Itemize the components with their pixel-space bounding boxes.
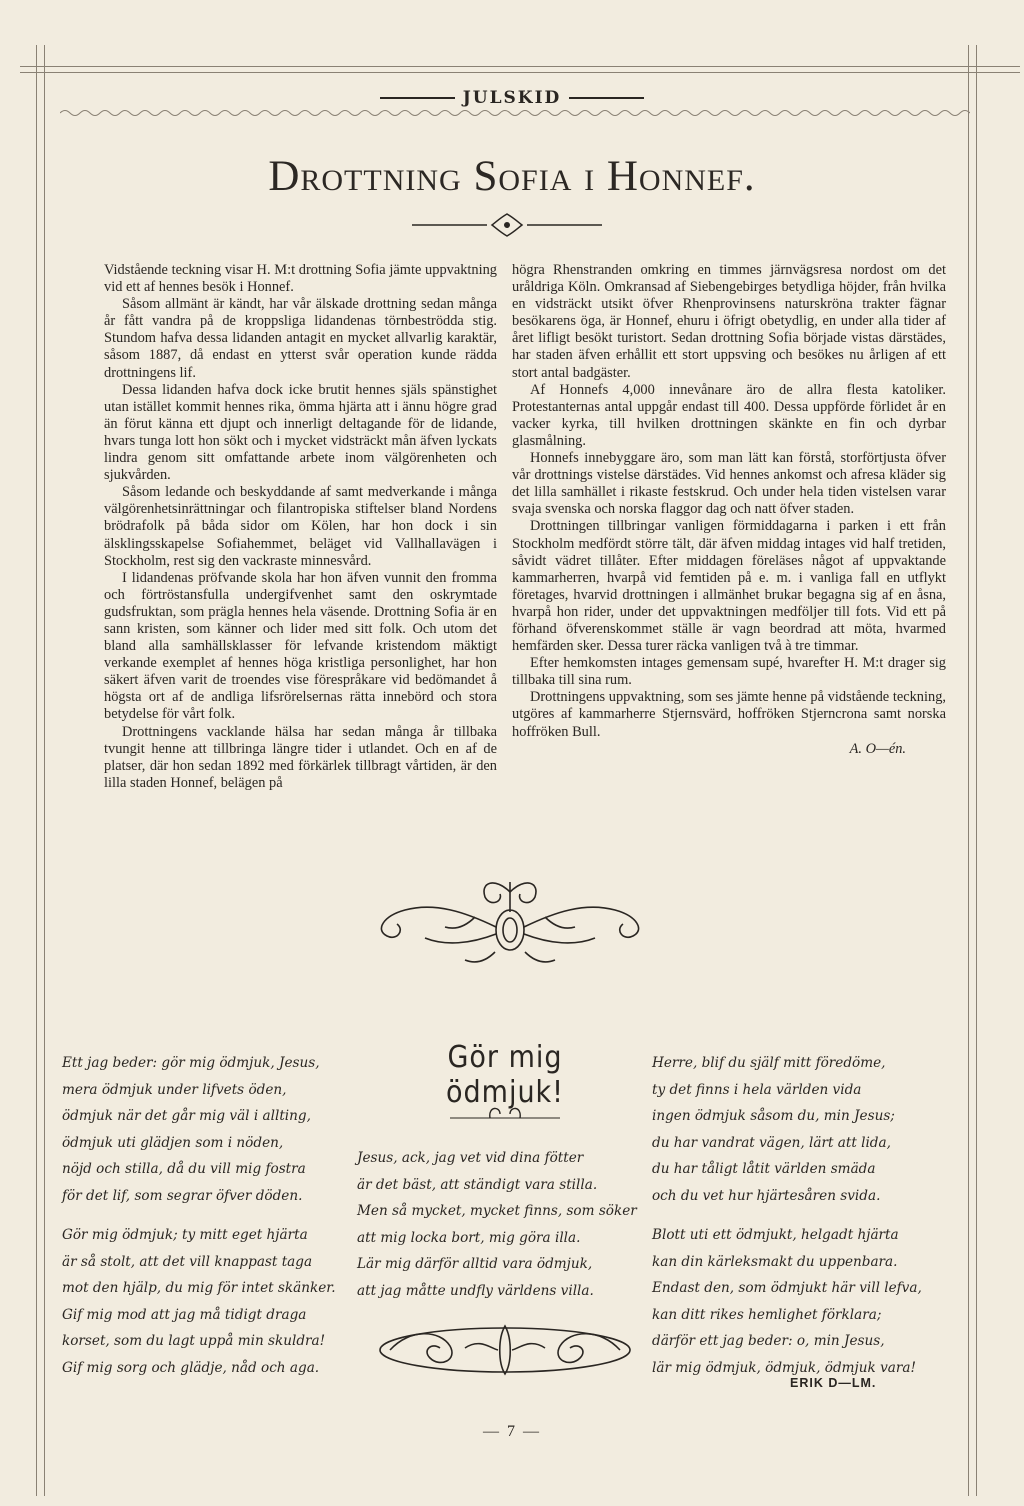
poem-line: ödmjuk när det går mig väl i allting, (62, 1108, 311, 1124)
paragraph: Vidstående teckning visar H. M:t drottning Sofia jämte uppvaktning vid ett af hennes besök i Honnef. (104, 262, 497, 296)
poem-line: kan din kärleksmakt du uppenbara. (652, 1253, 898, 1270)
paragraph: Drottningens uppvaktning, som ses jämte henne på vidstående teckning, utgöres af kammarherre Stjernsvärd, hoffröken Stjerncrona samt norska hoffröken Bull. (512, 689, 946, 740)
poem-line: för det lif, som segrar öfver döden. (62, 1187, 303, 1204)
poem-line: är så stolt, att det vill knappast taga (62, 1253, 313, 1270)
poem-line: Gif mig sorg och glädje, nåd och aga. (62, 1359, 320, 1376)
poem-right-column (652, 1050, 922, 1394)
poem-line: mera ödmjuk under lifvets öden, (62, 1081, 287, 1098)
poem-line: kan ditt rikes hemlighet förklara; (652, 1306, 882, 1323)
masthead-title: JULSKID (462, 88, 562, 108)
poem-stanza (652, 1050, 922, 1209)
poem-line: Herre, blif du själf mitt föredöme, (652, 1055, 886, 1071)
poem-line: Gör mig ödmjuk; ty mitt eget hjärta (62, 1227, 308, 1243)
paragraph: Dessa lidanden hafva dock icke brutit hennes själs spänstighet utan istället kommit hennes rika, ömma hjärta att i ännu högre grad än förut känna ett djupt och innerligt deltagande för de lidande, hvars tunga lott hon sökt och i mycket vidsträckt mån äfven lyckats lindra genom sitt omfattande arbete inom välgörenheten och sjukvården. (104, 381, 497, 484)
scroll-ornament (365, 872, 655, 972)
poem-line: att mig locka bort, mig göra illa. (357, 1229, 581, 1246)
poem-line: ty det finns i hela världen vida (652, 1081, 862, 1098)
paragraph: Såsom allmänt är kändt, har vår älskade drottning sedan många år fått vandra på de kroppsliga lidandenas törnbeströdda stig. Stundom hafva dessa lidanden antagit en mycket allvarlig karaktär, såsom 1887, då endast en ytterst svår operation kunde rädda drottningens lif. (104, 296, 497, 381)
poem-stanza (652, 1222, 922, 1381)
poem-line: Ett jag beder: gör mig ödmjuk, Jesus, (62, 1055, 320, 1071)
frame-line-left (36, 45, 37, 1496)
article-title: Drottning Sofia i Honnef. (268, 153, 756, 200)
paragraph: Af Honnefs 4,000 innevånare äro de allra flesta katoliker. Protestanternas antal uppgår endast till 400. Dessa uppförde förlidet år en vacker kyrka, till hvilken drottningen skänkte en fin och dyrbar glasmålning. (512, 381, 946, 449)
paragraph: Såsom ledande och beskyddande af samt medverkande i många välgörenhetsinrättningar och filantropiska stiftelser bland Nordens brödrafolk på båda sidor om Kölen, har hon dock i sin älsklingsskapelse Sofiahemmet, beläget vid Vallhallavägen i Stockholm, rest sig den vackraste minnesvård. (104, 484, 497, 569)
poem-line: lär mig ödmjuk, ödmjuk, ödmjuk vara! (652, 1359, 916, 1376)
frame-line-right (968, 45, 969, 1496)
poem-line: mot den hjälp, du mig för intet skänker. (62, 1280, 336, 1296)
frame-line-top (20, 66, 1020, 67)
poem-line: Endast den, som ödmjukt här vill lefva, (652, 1280, 922, 1296)
poem-left-column (62, 1050, 336, 1394)
frame-line-right-inner (976, 45, 977, 1496)
poem-line: du har tåligt låtit världen smäda (652, 1161, 876, 1177)
poem-middle-column (357, 1145, 637, 1304)
poem-stanza (62, 1222, 336, 1381)
frame-line-top-2 (20, 72, 1020, 73)
poem-author: ERIK D—LM. (790, 1376, 877, 1390)
paragraph: högra Rhenstranden omkring en timmes järnvägsresa nordost om det uråldriga Köln. Omkransad af Siebengebirges betydliga höjder, från hvilka en vidsträckt utsikt öfver Rhenprovinsens naturskröna trakter fägnar besökarens öga, är Honnef, ehuru i öfrigt obetydlig, en under alla tider af året lifligt besökt turistort. Sedan drottning Sofia började vistas därstädes, har staden äfven erhållit ett stort uppsving och besökes nu årligen af ett stort antal badgäster. (512, 262, 946, 381)
article-signature: A. O—én. (849, 740, 906, 757)
article-right-column (512, 262, 946, 758)
frame-line-left-inner (44, 45, 45, 1496)
paragraph: Efter hemkomsten intages gemensam supé, hvarefter H. M:t drager sig tillbaka till sina rum. (512, 655, 946, 689)
poem-line: Lär mig därför alltid vara ödmjuk, (357, 1256, 593, 1272)
wavy-rule (60, 108, 970, 118)
poem-line: ingen ödmjuk såsom du, min Jesus; (652, 1108, 895, 1124)
fleuron-ornament (412, 210, 602, 240)
poem-line: därför ett jag beder: o, min Jesus, (652, 1333, 885, 1349)
poem-line: är det bäst, att ständigt vara stilla. (357, 1176, 598, 1193)
flourish-ornament (370, 1318, 640, 1378)
poem-line: Blott uti ett ödmjukt, helgadt hjärta (652, 1227, 899, 1243)
poem-line: Men så mycket, mycket finns, som söker (357, 1203, 637, 1219)
poem-line: och du vet hur hjärtesåren svida. (652, 1187, 881, 1204)
poem-line: korset, som du lagt uppå min skuldra! (62, 1333, 326, 1349)
paragraph: Drottningens vacklande hälsa har sedan många år tillbaka tvungit henne att tillbringa längre tider i utlandet. Och en af de platser, där hon sedan 1892 med förkärlek tillbragt vårtiden, är den lilla staden Honnef, belägen på (104, 723, 497, 791)
poem-line: Jesus, ack, jag vet vid dina fötter (357, 1150, 584, 1166)
poem-line: du har vandrat vägen, lärt att lida, (652, 1134, 891, 1151)
paragraph: I lidandenas pröfvande skola har hon äfven vunnit den fromma och förtröstansfulla undergifvenhet samt den oskrymtade gudsfruktan, som prägla hennes hela väsende. Drottning Sofia är en sann kristen, som känner och lider med sitt folk. Och utom det bland alla samhällsklasser för lefvande kristendom mäktigt verkande exemplet af hennes höga kristliga personlighet, har hon säkert äfven varit de troendes vise förespråkare vid bedömandet å högsta ort af de andliga lifsrörelsernas rätta innebörd och stora betydelse för vårt folk. (104, 569, 497, 723)
poem-line: nöjd och stilla, då du vill mig fostra (62, 1161, 306, 1177)
masthead (0, 88, 1024, 108)
page-number: — 7 — (483, 1423, 541, 1440)
poem-title: Gör mig ödmjuk! (446, 1040, 564, 1110)
poem-title-ornament (450, 1100, 560, 1124)
poem-line: ödmjuk uti glädjen som i nöden, (62, 1134, 284, 1151)
poem-stanza (62, 1050, 336, 1209)
paragraph: Honnefs innebyggare äro, som man lätt kan förstå, storförtjusta öfver vår drottnings vistelse därstädes. Vid hennes ankomst och afresa kläder sig det lilla samhället i rikaste festskrud. Och under hela tiden vistelsen varar svaja svenska och norska flaggor dag och natt öfver staden. (512, 450, 946, 518)
poem-line: att jag måtte undfly världens villa. (357, 1282, 594, 1299)
article-left-column (104, 262, 497, 792)
paragraph: Drottningen tillbringar vanligen förmiddagarna i parken i ett från Stockholm medfördt större tält, där äfven middag intages vid half tretiden, såvidt vädret tillåter. Efter middagen föreläses något af uppvaktande kammarherren, hvarpå vid femtiden på e. m. i vanliga fall en utflykt företages, hvarvid drottningen i allmänhet brukar begagna sig af en åsna, hvarpå hon rider, under det uppvaktningen medföljer till fots. Vid ett på förhand öfverenskommet ställe är vagn beordrad att möta, hvarmed hemfärden sker. Dessa turer räcka vanligen två à tre timmar. (512, 518, 946, 655)
poem-line: Gif mig mod att jag må tidigt draga (62, 1306, 307, 1323)
